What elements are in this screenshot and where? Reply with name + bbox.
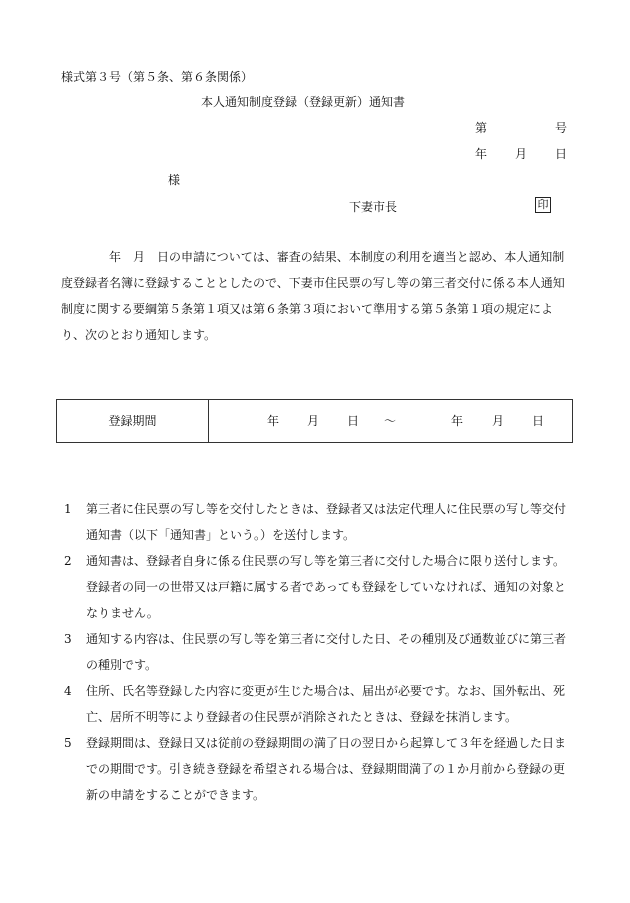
document-number-suffix: 号	[555, 121, 568, 135]
start-year-label: 年	[267, 414, 280, 428]
date-year-label: 年	[475, 147, 488, 161]
start-month-label: 月	[307, 414, 320, 428]
note-text: 住所、氏名等登録した内容に変更が生じた場合は、届出が必要です。なお、国外転出、死亡、居所不明等により登録者の住民票が消除されたときは、登録を抹消します。	[86, 684, 566, 724]
note-number: 2	[64, 554, 72, 568]
body-paragraph: 年 月 日の申請については、審査の結果、本制度の利用を適当と認め、本人通知制度登録者名簿に登録することとしたので、下妻市住民票の写し等の第三者交付に係る本人通知制度に関する要綱第５条第１項又は第６条第３項において準用する第５条第１項の規定により、次のとおり通知します。	[61, 250, 565, 342]
issuer-name: 下妻市長	[349, 200, 398, 214]
date-day-label: 日	[555, 147, 568, 161]
document-number-prefix: 第	[475, 121, 488, 135]
end-day-label: 日	[532, 414, 545, 428]
note-number: 3	[64, 632, 72, 646]
note-number: 5	[64, 736, 72, 750]
notes-list	[61, 496, 575, 808]
seal-stamp: 印	[535, 197, 551, 213]
note-text: 登録期間は、登録日又は従前の登録期間の満了日の翌日から起算して３年を経過した日までの期間です。引き続き登録を希望される場合は、登録期間満了の１か月前から登録の更新の申請をすることができます。	[86, 736, 567, 802]
note-text: 通知する内容は、住民票の写し等を第三者に交付した日、その種別及び通数並びに第三者の種別です。	[86, 632, 567, 672]
end-year-label: 年	[451, 414, 464, 428]
note-item	[61, 678, 575, 730]
end-month-label: 月	[492, 414, 505, 428]
document-title: 本人通知制度登録（登録更新）通知書	[201, 95, 406, 109]
note-item	[61, 730, 575, 808]
note-item	[61, 626, 575, 678]
registration-period-table	[56, 399, 573, 443]
addressee-honorific: 様	[168, 173, 181, 187]
date-month-label: 月	[515, 147, 528, 161]
period-separator: ～	[384, 414, 397, 428]
note-number: 4	[64, 684, 72, 698]
form-number: 様式第３号（第５条、第６条関係）	[61, 70, 254, 84]
start-day-label: 日	[347, 414, 360, 428]
note-item	[61, 496, 575, 548]
note-item	[61, 548, 575, 626]
note-text: 通知書は、登録者自身に係る住民票の写し等を第三者に交付した場合に限り送付します。登録者の同一の世帯又は戸籍に属する者であっても登録をしていなければ、通知の対象となりません。	[86, 554, 566, 620]
note-number: 1	[64, 502, 72, 516]
period-label: 登録期間	[57, 400, 209, 442]
note-text: 第三者に住民票の写し等を交付したときは、登録者又は法定代理人に住民票の写し等交付通知書（以下「通知書」という。）を送付します。	[86, 502, 567, 542]
